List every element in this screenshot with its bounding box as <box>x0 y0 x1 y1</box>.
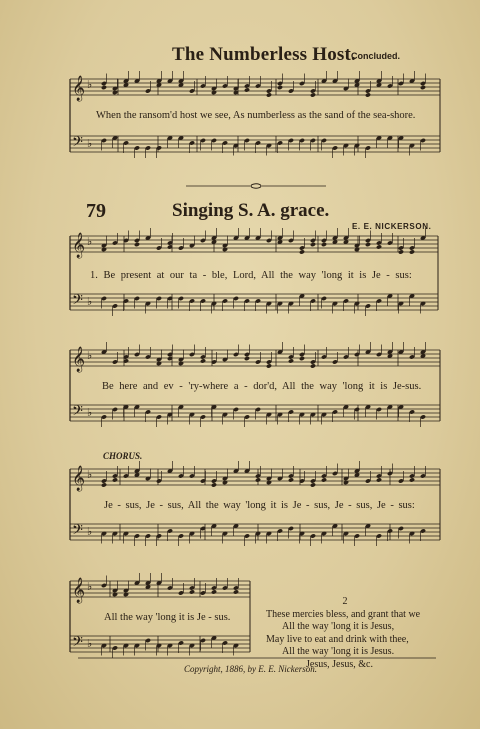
note-head <box>101 85 107 90</box>
song-title-singing: Singing S. A. grace. <box>172 200 330 221</box>
note-head <box>112 90 118 95</box>
verse-line: These mercies bless, and grant that we <box>266 608 421 620</box>
note-head <box>101 247 107 252</box>
note-head <box>244 356 250 361</box>
note-head <box>310 92 316 97</box>
treble-clef-icon: 𝄞 <box>72 347 86 372</box>
note-head <box>398 249 404 254</box>
flat-icon: ♭ <box>87 79 93 91</box>
note-head <box>255 477 261 482</box>
hymn-number: 79 <box>86 200 106 222</box>
note-head <box>222 247 228 252</box>
note-head <box>156 361 162 366</box>
note-head <box>343 480 349 485</box>
verse-line: Jesus, Jesus, &c. <box>306 658 373 670</box>
note-head <box>409 477 415 482</box>
flat-icon: ♭ <box>87 296 93 308</box>
note-head <box>134 242 140 247</box>
note-head <box>222 480 228 485</box>
note-head <box>112 592 118 597</box>
note-head <box>299 356 305 361</box>
lyric-line-system-5: All the way 'long it is Je - sus. <box>104 612 231 623</box>
flat-icon: ♭ <box>87 236 93 248</box>
note-head <box>277 85 283 90</box>
note-head <box>409 249 415 254</box>
note-head <box>321 477 327 482</box>
note-head <box>189 589 195 594</box>
note-head <box>420 85 426 90</box>
copyright-notice: Copyright, 1886, by E. E. Nickerson. <box>184 664 317 674</box>
note-head <box>376 244 382 249</box>
verse-line: May live to eat and drink with thee, <box>266 633 409 645</box>
verse-line: All the way 'long it is Jesus, <box>282 621 395 632</box>
note-head <box>123 592 129 597</box>
verse-2 <box>260 596 450 671</box>
note-head <box>310 363 316 368</box>
note-head <box>266 92 272 97</box>
lyric-line-system-2: 1. Be present at our ta - ble, Lord, All the way 'long it is Je - sus: <box>90 270 412 281</box>
note-head <box>211 482 217 487</box>
note-head <box>288 477 294 482</box>
note-head <box>112 477 118 482</box>
note-head <box>101 482 107 487</box>
note-head <box>310 242 316 247</box>
note-head <box>288 358 294 363</box>
note-head <box>365 242 371 247</box>
note-head <box>310 482 316 487</box>
bass-clef-icon: 𝄢 <box>72 292 83 312</box>
note-head <box>200 358 206 363</box>
treble-clef-icon: 𝄞 <box>72 466 86 491</box>
treble-clef-icon: 𝄞 <box>72 76 86 101</box>
verse-line: All the way 'long it is Jesus. <box>282 646 395 657</box>
song-title-numberless-host: The Numberless Host. <box>172 44 356 65</box>
divider-ornament <box>251 184 261 188</box>
composer-credit: E. E. NICKERSON. <box>352 222 432 231</box>
lyric-line-system-1: When the ransom'd host we see, As numberless as the sand of the sea-shore. <box>96 110 416 121</box>
treble-clef-icon: 𝄞 <box>72 233 86 258</box>
note-head <box>354 247 360 252</box>
note-head <box>211 589 217 594</box>
treble-clef-icon: 𝄞 <box>72 578 86 603</box>
note-head <box>299 249 305 254</box>
note-head <box>321 242 327 247</box>
flat-icon: ♭ <box>87 138 93 150</box>
bass-clef-icon: 𝄢 <box>72 634 83 654</box>
note-head <box>365 92 371 97</box>
flat-icon: ♭ <box>87 526 93 538</box>
bass-clef-icon: 𝄢 <box>72 522 83 542</box>
concluded-note: Concluded. <box>351 51 400 61</box>
chorus-label: CHORUS. <box>103 451 143 461</box>
flat-icon: ♭ <box>87 407 93 419</box>
note-head <box>266 480 272 485</box>
flat-icon: ♭ <box>87 638 93 650</box>
verse-number: 2 <box>342 596 348 607</box>
flat-icon: ♭ <box>87 350 93 362</box>
note-head <box>211 90 217 95</box>
note-head <box>376 477 382 482</box>
note-head <box>178 361 184 366</box>
flat-icon: ♭ <box>87 581 93 593</box>
bass-clef-icon: 𝄢 <box>72 403 83 423</box>
lyric-line-system-4: Je - sus, Je - sus, All the way 'long it is Je - sus, Je - sus, Je - sus: <box>104 500 415 511</box>
flat-icon: ♭ <box>87 469 93 481</box>
note-head <box>266 363 272 368</box>
note-head <box>233 589 239 594</box>
bass-clef-icon: 𝄢 <box>72 134 83 154</box>
lyric-line-system-3: Be here and ev - 'ry-where a - dor'd, All the way 'long it is Je-sus. <box>102 381 422 392</box>
note-head <box>244 87 250 92</box>
